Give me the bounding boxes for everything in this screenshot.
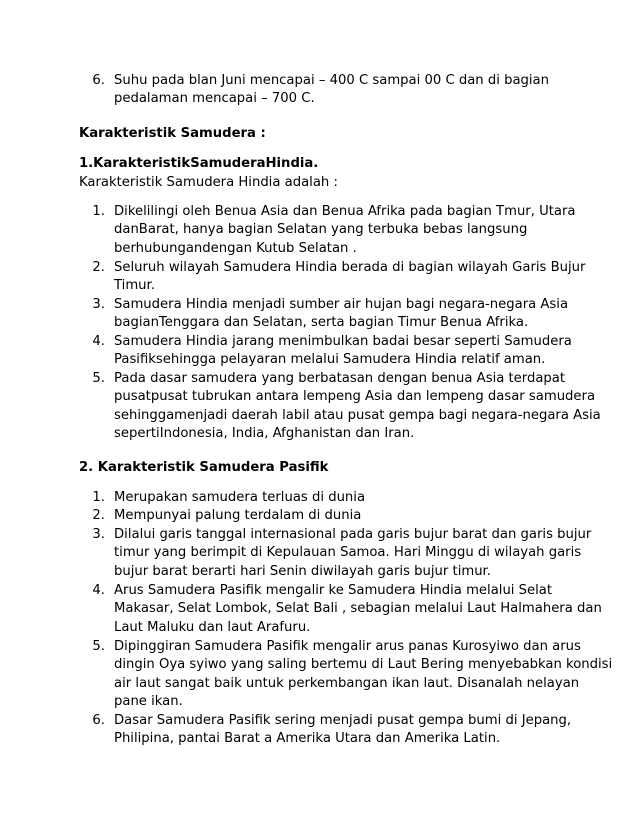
text-line: Samudera Hindia jarang menimbulkan badai besar seperti Samudera bbox=[114, 334, 572, 349]
text-line: Pada dasar samudera yang berbatasan dengan benua Asia terdapat bbox=[114, 371, 566, 386]
text-line: Laut Maluku dan laut Arafuru. bbox=[114, 619, 311, 635]
list-number: 2. bbox=[92, 260, 105, 275]
text-line: bujur barat berarti hari Senin diwilayah garis bujur timur. bbox=[114, 563, 491, 579]
text-line: berhubungandengan Kutub Selatan . bbox=[114, 240, 357, 256]
text-line: Dasar Samudera Pasifik sering menjadi pusat gempa bumi di Jepang, bbox=[114, 713, 572, 728]
text-line: danBarat, hanya bagian Selatan yang terbuka bebas langsung bbox=[114, 222, 528, 238]
list-number: 6. bbox=[92, 73, 105, 88]
list-number: 4. bbox=[92, 334, 105, 349]
list-number: 6. bbox=[92, 713, 105, 728]
text-line: Timur. bbox=[114, 278, 155, 294]
text-line: Dikelilingi oleh Benua Asia dan Benua Afrika pada bagian Tmur, Utara bbox=[114, 204, 576, 219]
text-line: timur yang berimpit di Kepulauan Samoa. Hari Minggu di wilayah garis bbox=[114, 545, 582, 561]
text-line: pane ikan. bbox=[114, 694, 183, 710]
hindia-intro: Karakteristik Samudera Hindia adalah : bbox=[79, 175, 338, 190]
pasifik-heading: 2. Karakteristik Samudera Pasifik bbox=[79, 460, 329, 475]
text-line: air laut sangat baik untuk perkembangan ikan laut. Disanalah nelayan bbox=[114, 675, 580, 691]
list-item-text bbox=[114, 370, 601, 444]
text-line: sepertiIndonesia, India, Afghanistan dan Iran. bbox=[114, 426, 415, 442]
text-line: Merupakan samudera terluas di dunia bbox=[114, 490, 366, 505]
list-number: 3. bbox=[92, 527, 105, 542]
list-item-text bbox=[114, 507, 361, 525]
list-number: 5. bbox=[92, 639, 105, 654]
text-line: Makasar, Selat Lombok, Selat Bali , sebagian melalui Laut Halmahera dan bbox=[114, 601, 602, 617]
text-line: Mempunyai palung terdalam di dunia bbox=[114, 508, 362, 523]
text-line: Suhu pada blan Juni mencapai – 400 C sampai 00 C dan di bagian bbox=[114, 73, 550, 88]
list-item-text bbox=[114, 203, 576, 258]
section-title: Karakteristik Samudera : bbox=[79, 126, 266, 141]
text-line: pedalaman mencapai – 700 C. bbox=[114, 91, 315, 107]
list-item-text bbox=[114, 489, 365, 507]
list-item-text bbox=[114, 333, 572, 370]
text-line: dingin Oya syiwo yang saling bertemu di Laut Bering menyebabkan kondisi bbox=[114, 657, 613, 673]
list-number: 3. bbox=[92, 297, 105, 312]
hindia-heading: 1.KarakteristikSamuderaHindia. bbox=[79, 156, 319, 171]
list-number: 1. bbox=[92, 490, 105, 505]
list-item-text bbox=[114, 526, 591, 581]
list-item-text bbox=[114, 582, 602, 637]
list-item-text bbox=[114, 259, 585, 296]
text-line: pusatpusat tubrukan antara lempeng Asia dan lempeng dasar samudera bbox=[114, 389, 596, 405]
text-line: Samudera Hindia menjadi sumber air hujan bagi negara-negara Asia bbox=[114, 297, 569, 312]
text-line: sehinggamenjadi daerah labil atau pusat gempa bagi negara-negara Asia bbox=[114, 407, 601, 423]
text-line: Seluruh wilayah Samudera Hindia berada di bagian wilayah Garis Bujur bbox=[114, 260, 586, 275]
list-item-text bbox=[114, 638, 612, 712]
list-number: 2. bbox=[92, 508, 105, 523]
list-item-text bbox=[114, 296, 568, 333]
text-line: Arus Samudera Pasifik mengalir ke Samudera Hindia melalui Selat bbox=[114, 583, 553, 598]
text-line: Pasifiksehingga pelayaran melalui Samudera Hindia relatif aman. bbox=[114, 352, 546, 368]
list-number: 4. bbox=[92, 583, 105, 598]
text-line: Dipinggiran Samudera Pasifik mengalir arus panas Kurosyiwo dan arus bbox=[114, 639, 581, 654]
list-item-text bbox=[114, 72, 549, 109]
text-line: Dilalui garis tanggal internasional pada garis bujur barat dan garis bujur bbox=[114, 527, 592, 542]
list-item-text bbox=[114, 712, 571, 749]
text-line: Philipina, pantai Barat a Amerika Utara dan Amerika Latin. bbox=[114, 731, 501, 747]
list-number: 5. bbox=[92, 371, 105, 386]
list-number: 1. bbox=[92, 204, 105, 219]
text-line: bagianTenggara dan Selatan, serta bagian Timur Benua Afrika. bbox=[114, 315, 529, 331]
